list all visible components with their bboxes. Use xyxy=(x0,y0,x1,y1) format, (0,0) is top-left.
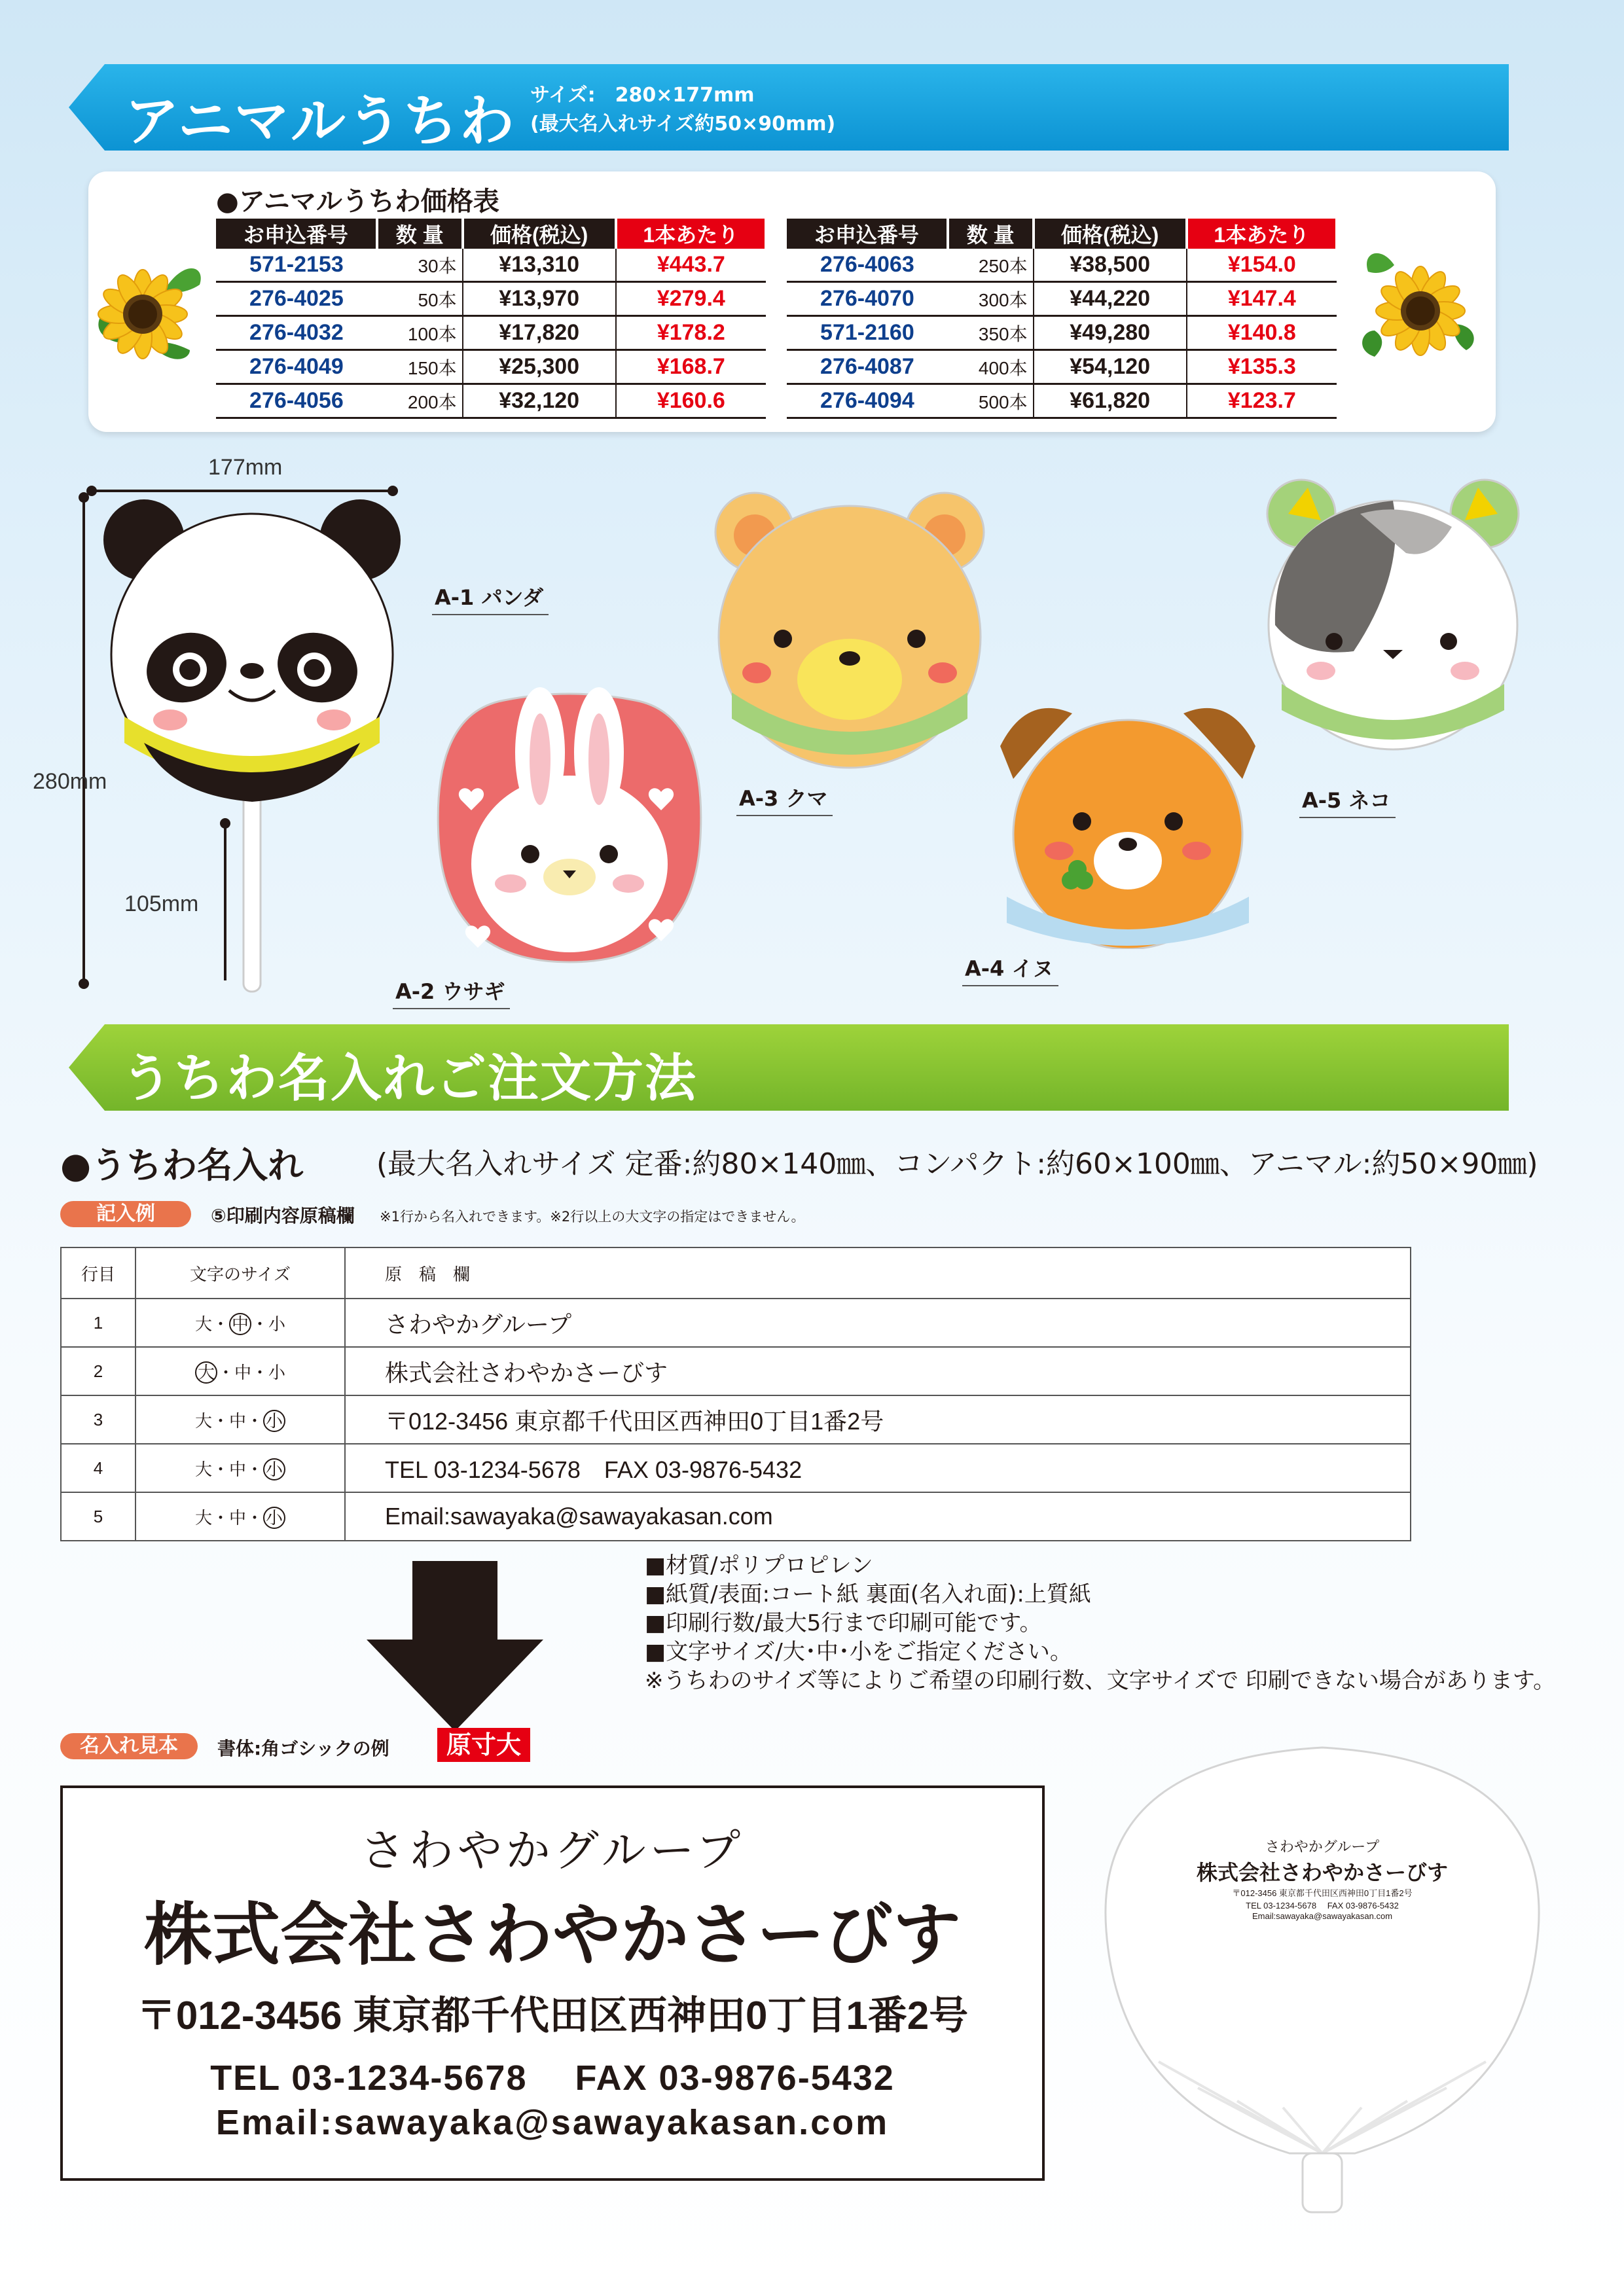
unit-price: ¥279.4 xyxy=(616,282,766,316)
unit-price: ¥123.7 xyxy=(1187,384,1337,418)
line-number: 1 xyxy=(61,1299,135,1347)
size-spec xyxy=(530,81,835,139)
size-choice: 大・ 中 ・小 xyxy=(135,1299,345,1347)
size-option: 大 xyxy=(194,1410,212,1431)
spec-notes xyxy=(645,1551,1555,1695)
rabbit-fan-image xyxy=(425,687,713,969)
order-code: 276-4032 xyxy=(216,316,377,350)
price-row xyxy=(216,350,766,384)
size-option: 中 xyxy=(234,1362,251,1382)
dim-dot xyxy=(79,492,89,503)
price-row xyxy=(216,249,766,282)
form-header-line: 行目 xyxy=(61,1247,135,1299)
order-code: 276-4056 xyxy=(216,384,377,418)
size-choice: 大・中・ 小 xyxy=(135,1492,345,1541)
price: ¥13,310 xyxy=(463,249,616,282)
form-row xyxy=(61,1299,1411,1347)
width-line xyxy=(92,490,393,492)
unit-price: ¥135.3 xyxy=(1187,350,1337,384)
col-header-price: 価格(税込) xyxy=(463,219,616,249)
price: ¥32,120 xyxy=(463,384,616,418)
sunflower-icon xyxy=(1355,245,1479,376)
price: ¥13,970 xyxy=(463,282,616,316)
example-tag: 記入例 xyxy=(60,1201,191,1227)
unit-price: ¥147.4 xyxy=(1187,282,1337,316)
price-table-right xyxy=(787,219,1338,419)
form-header-size: 文字のサイズ xyxy=(135,1247,345,1299)
price-row xyxy=(787,282,1337,316)
quantity: 500本 xyxy=(948,384,1034,418)
quantity: 200本 xyxy=(377,384,463,418)
manuscript-text: Email:sawayaka@sawayakasan.com xyxy=(345,1492,1411,1541)
price-table-title: ●アニマルうちわ価格表 xyxy=(216,187,499,217)
price-row xyxy=(216,384,766,418)
size-option: 小 xyxy=(263,1458,285,1480)
col-header-price: 価格(税込) xyxy=(1034,219,1187,249)
form-header-text: 原 稿 欄 xyxy=(345,1247,1411,1299)
price-row xyxy=(787,249,1337,282)
size-option: 小 xyxy=(268,1362,286,1382)
size-option: 大 xyxy=(195,1361,217,1384)
down-arrow-icon xyxy=(367,1561,543,1731)
quantity: 350本 xyxy=(948,316,1034,350)
sample-line-2: 株式会社さわやかさーびす xyxy=(143,1897,961,1973)
size-option: 中 xyxy=(229,1410,247,1431)
line-number: 5 xyxy=(61,1492,135,1541)
col-header-unit: 1本あたり xyxy=(616,219,766,249)
manuscript-text: 〒012-3456 東京都千代田区西神田0丁目1番2号 xyxy=(345,1395,1411,1444)
width-dimension: 177mm xyxy=(208,455,283,480)
price-row xyxy=(787,350,1337,384)
quantity: 250本 xyxy=(948,249,1034,282)
price-row xyxy=(787,384,1337,418)
fan-print-preview xyxy=(1165,1836,1479,1921)
form-row xyxy=(61,1347,1411,1395)
order-code: 276-4094 xyxy=(787,384,948,418)
height-line xyxy=(82,497,85,982)
size-option: 中 xyxy=(229,1313,251,1335)
handle-dimension: 105mm xyxy=(124,891,199,916)
order-code: 276-4049 xyxy=(216,350,377,384)
quantity: 30本 xyxy=(377,249,463,282)
price-table-left xyxy=(216,219,767,419)
size-option: 中 xyxy=(229,1507,247,1528)
size-option: 小 xyxy=(263,1507,285,1529)
order-code: 276-4025 xyxy=(216,282,377,316)
note-size: ■文字サイズ/大･中･小をご指定ください。 xyxy=(645,1639,1072,1665)
dim-dot xyxy=(79,978,89,989)
unit-price: ¥168.7 xyxy=(616,350,766,384)
col-header-unit: 1本あたり xyxy=(1187,219,1337,249)
preview-line-5: Email:sawayaka@sawayakasan.com xyxy=(1252,1911,1393,1921)
name-print-heading: ●うちわ名入れ xyxy=(60,1145,304,1186)
price: ¥17,820 xyxy=(463,316,616,350)
preview-line-2: 株式会社さわやかさーびす xyxy=(1196,1861,1448,1884)
size-option: 大 xyxy=(194,1459,212,1479)
price: ¥54,120 xyxy=(1034,350,1187,384)
size-choice: 大・中・ 小 xyxy=(135,1444,345,1492)
sample-tag: 名入れ見本 xyxy=(60,1733,198,1759)
order-title: うちわ名入れご注文方法 xyxy=(121,1049,698,1108)
form-row xyxy=(61,1444,1411,1492)
note-material: ■材質/ポリプロピレン xyxy=(645,1552,873,1579)
page-title: アニマルうちわ xyxy=(124,89,516,153)
quantity: 150本 xyxy=(377,350,463,384)
order-code: 276-4087 xyxy=(787,350,948,384)
size-option: 大 xyxy=(194,1507,212,1528)
fan-label-bear: A-3 クマ xyxy=(736,782,833,816)
sample-line-3: 〒012-3456 東京都千代田区西神田0丁目1番2号 xyxy=(136,1994,969,2037)
line-number: 2 xyxy=(61,1347,135,1395)
price: ¥49,280 xyxy=(1034,316,1187,350)
unit-price: ¥154.0 xyxy=(1187,249,1337,282)
quantity: 300本 xyxy=(948,282,1034,316)
unit-price: ¥443.7 xyxy=(616,249,766,282)
size-option: 小 xyxy=(263,1410,285,1432)
price-row xyxy=(216,316,766,350)
unit-price: ¥160.6 xyxy=(616,384,766,418)
size-option: 中 xyxy=(229,1459,247,1479)
note-paper: ■紙質/表面:コート紙 裏面(名入れ面):上質紙 xyxy=(645,1581,1091,1607)
col-header-qty: 数 量 xyxy=(377,219,463,249)
size-option: 小 xyxy=(268,1314,286,1334)
fan-label-panda: A-1 パンダ xyxy=(432,581,549,615)
height-dimension: 280mm xyxy=(33,769,107,794)
unit-price: ¥140.8 xyxy=(1187,316,1337,350)
price: ¥38,500 xyxy=(1034,249,1187,282)
dog-fan-image xyxy=(987,687,1275,949)
preview-line-4: TEL 03-1234-5678 FAX 03-9876-5432 xyxy=(1246,1901,1399,1910)
size-choice: 大・中・ 小 xyxy=(135,1395,345,1444)
manuscript-text: 株式会社さわやかさーびす xyxy=(345,1347,1411,1395)
price: ¥61,820 xyxy=(1034,384,1187,418)
cat-fan-image xyxy=(1262,475,1524,762)
price-row xyxy=(216,282,766,316)
price: ¥44,220 xyxy=(1034,282,1187,316)
order-code: 276-4070 xyxy=(787,282,948,316)
price-row xyxy=(787,316,1337,350)
col-header-code: お申込番号 xyxy=(216,219,377,249)
note-caution: ※うちわのサイズ等によりご希望の印刷行数、文字サイズで 印刷できない場合があります。 xyxy=(645,1668,1556,1694)
panda-fan-image xyxy=(98,494,406,998)
quantity: 100本 xyxy=(377,316,463,350)
max-size-line: (最大名入れサイズ約50×90mm) xyxy=(530,113,836,135)
font-note: 書体:角ゴシックの例 xyxy=(217,1738,389,1759)
unit-price: ¥178.2 xyxy=(616,316,766,350)
white-fan-image xyxy=(1067,1734,1578,2219)
fan-label-cat: A-5 ネコ xyxy=(1299,784,1396,818)
note-lines: ■印刷行数/最大5行まで印刷可能です。 xyxy=(645,1610,1042,1636)
size-option: 大 xyxy=(194,1314,212,1334)
line-number: 3 xyxy=(61,1395,135,1444)
form-title: ⑤印刷内容原稿欄 xyxy=(211,1205,355,1227)
quantity: 400本 xyxy=(948,350,1034,384)
quantity: 50本 xyxy=(377,282,463,316)
sample-line-4: TEL 03-1234-5678 FAX 03-9876-5432 xyxy=(210,2058,895,2098)
form-row xyxy=(61,1395,1411,1444)
order-code: 571-2160 xyxy=(787,316,948,350)
form-note: ※1行から名入れできます。※2行以上の大文字の指定はできません。 xyxy=(380,1209,805,1225)
fan-label-dog: A-4 イヌ xyxy=(962,952,1058,986)
col-header-qty: 数 量 xyxy=(948,219,1034,249)
sample-box xyxy=(60,1785,1045,2181)
preview-line-1: さわやかグループ xyxy=(1265,1839,1380,1855)
line-number: 4 xyxy=(61,1444,135,1492)
col-header-code: お申込番号 xyxy=(787,219,948,249)
sample-line-1: さわやかグループ xyxy=(360,1826,745,1876)
order-code: 571-2153 xyxy=(216,249,377,282)
actual-size-badge: 原寸大 xyxy=(437,1728,530,1762)
form-row xyxy=(61,1492,1411,1541)
fan-label-rabbit: A-2 ウサギ xyxy=(393,975,510,1009)
order-code: 276-4063 xyxy=(787,249,948,282)
price: ¥25,300 xyxy=(463,350,616,384)
sunflower-icon xyxy=(85,245,203,376)
preview-line-3: 〒012-3456 東京都千代田区西神田0丁目1番2号 xyxy=(1232,1888,1413,1898)
order-form-table xyxy=(60,1247,1411,1541)
bear-fan-image xyxy=(706,483,994,771)
name-print-note: (最大名入れサイズ 定番:約80×140㎜、コンパクト:約60×100㎜、アニマル:約50×90㎜) xyxy=(376,1147,1538,1181)
sample-line-5: Email:sawayaka@sawayakasan.com xyxy=(215,2103,890,2142)
size-choice: 大 ・中・小 xyxy=(135,1347,345,1395)
size-line: サイズ: 280×177mm xyxy=(530,84,755,107)
manuscript-text: TEL 03-1234-5678 FAX 03-9876-5432 xyxy=(345,1444,1411,1492)
manuscript-text: さわやかグループ xyxy=(345,1299,1411,1347)
